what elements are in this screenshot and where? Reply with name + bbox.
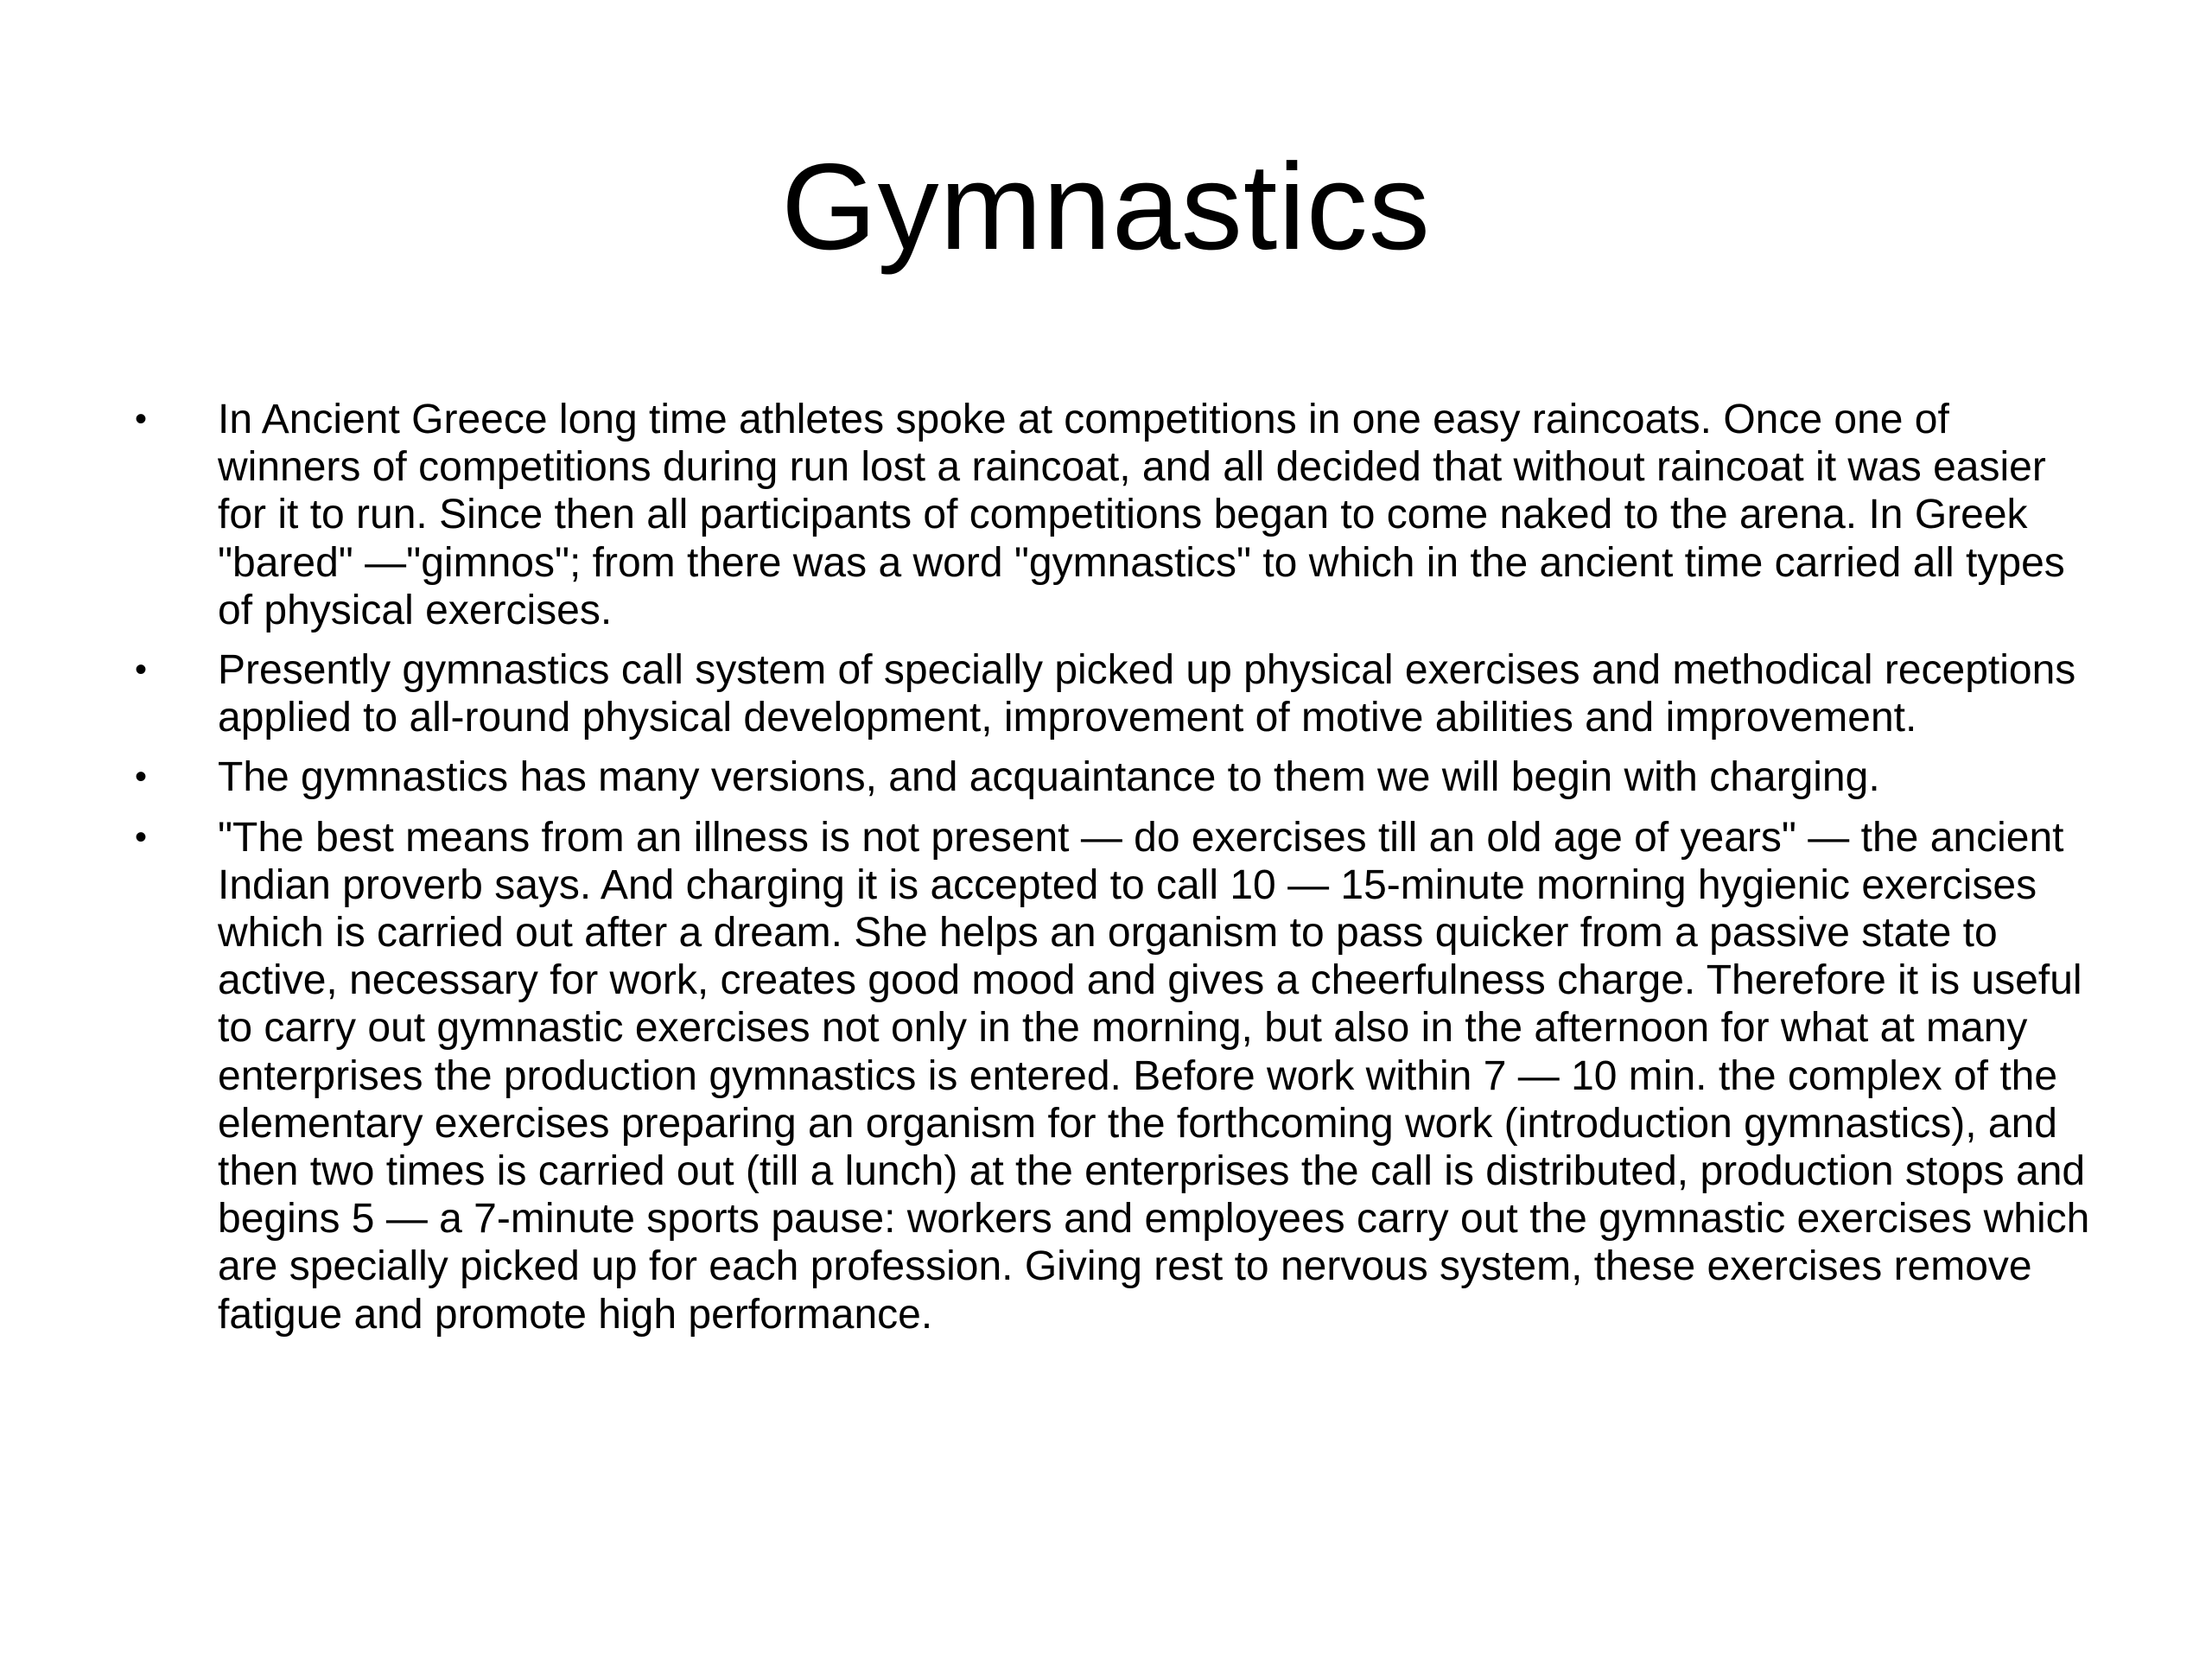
bullet-text: Presently gymnastics call system of specially picked up physical exercises and methodical receptions applied to all-round physical development, improvement of motive abilities and improvement. bbox=[218, 647, 2076, 741]
bullet-icon: • bbox=[135, 651, 148, 690]
bullet-icon: • bbox=[135, 758, 148, 797]
bullet-item bbox=[130, 396, 2091, 634]
bullet-item bbox=[130, 753, 2091, 801]
bullet-text: The gymnastics has many versions, and acquaintance to them we will begin with charging. bbox=[218, 754, 1880, 801]
bullet-icon: • bbox=[135, 400, 148, 438]
slide-title: Gymnastics bbox=[781, 138, 1431, 276]
bullet-icon: • bbox=[135, 817, 148, 856]
bullet-list bbox=[130, 396, 2091, 1351]
bullet-item bbox=[130, 646, 2091, 741]
bullet-text: In Ancient Greece long time athletes spoke at competitions in one easy raincoats. Once one of winners of competitions during run lost a raincoat, and all decided that without raincoat it was easier for it to run. Since then all participants of competitions began to come naked to the arena. In Greek "bared" —"gimnos"; from there was a word "gymnastics" to which in the ancient time carried all types of physical exercises. bbox=[218, 397, 2065, 633]
bullet-text: "The best means from an illness is not present — do exercises till an old age of years" — the ancient Indian proverb says. And charging it is accepted to call 10 — 15-minute morning hygienic exercises which is carried out after a dream. She helps an organism to pass quicker from a passive state to active, necessary for work, creates good mood and gives a cheerfulness charge. Therefore it is useful to carry out gymnastic exercises not only in the morning, but also in the afternoon for what at many enterprises the production gymnastics is entered. Before work within 7 — 10 min. the complex of the elementary exercises preparing an organism for the forthcoming work (introduction gymnastics), and then two times is carried out (till a lunch) at the enterprises the call is distributed, production stops and begins 5 — a 7-minute sports pause: workers and employees carry out the gymnastic exercises which are specially picked up for each profession. Giving rest to nervous system, these exercises remove fatigue and promote high performance. bbox=[218, 814, 2090, 1338]
bullet-item bbox=[130, 814, 2091, 1338]
